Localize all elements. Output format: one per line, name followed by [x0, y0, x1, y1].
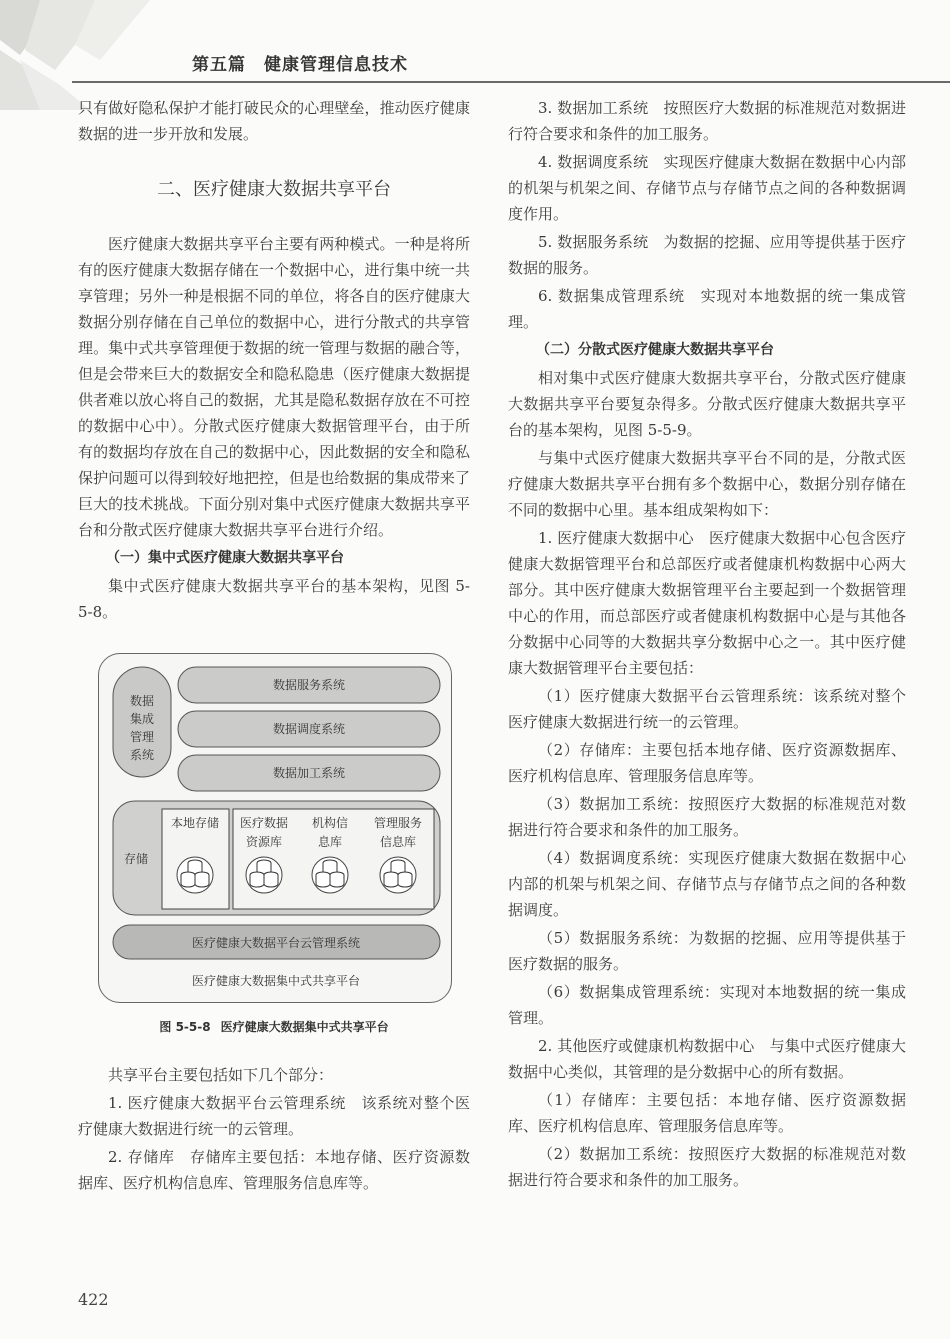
- paragraph: 相对集中式医疗健康大数据共享平台，分散式医疗健康大数据共享平台要复杂得多。分散式医疗健康大数据共享平台的基本架构，见图 5-5-9。: [508, 369, 906, 439]
- inst-db-label-2: 息库: [317, 835, 343, 849]
- paragraph: （2）数据加工系统：按照医疗大数据的标准规范对数据进行符合要求和条件的加工服务。: [508, 1145, 906, 1189]
- right-column: [508, 95, 906, 1195]
- figure-number: 图 5-5-8: [159, 1020, 211, 1034]
- running-header: 第五篇 健康管理信息技术: [192, 55, 408, 75]
- left-column: [78, 95, 470, 1198]
- paragraph: 共享平台主要包括如下几个部分：: [108, 1066, 334, 1084]
- paragraph: 4. 数据调度系统 实现医疗健康大数据在数据中心内部的机架与机架之间、存储节点与存储节点之间的各种数据调度作用。: [508, 153, 906, 223]
- paragraph: （2）存储库：主要包括本地存储、医疗资源数据库、医疗机构信息库、管理服务信息库等。: [508, 741, 906, 785]
- paragraph: 集中式医疗健康大数据共享平台的基本架构，见图 5-5-8。: [78, 577, 470, 621]
- section-heading: 二、医疗健康大数据共享平台: [157, 179, 391, 200]
- paragraph: 医疗健康大数据共享平台主要有两种模式。一种是将所有的医疗健康大数据存储在一个数据中心，进行集中统一共享管理；另外一种是根据不同的单位，将各自的医疗健康大数据分别存储在自己单位的数据中心，进行分散式的共享管理。集中式共享管理便于数据的统一管理与数据的融合等，但是会带来巨大的数据安全和隐私隐患（医疗健康大数据提供者难以放心将自己的数据，尤其是隐私数据存放在不可控的数据中心中）。分散式医疗健康大数据管理平台，由于所有的数据均存放在自己的数据中心，因此数据的安全和隐私保护问题可以得到较好地把控，但是也给数据的集成带来了巨大的技术挑战。下面分别对集中式医疗健康大数据共享平台和分散式医疗健康大数据共享平台进行介绍。: [78, 235, 470, 539]
- corner-decoration: [0, 0, 200, 110]
- paragraph: （3）数据加工系统：按照医疗大数据的标准规范对数据进行符合要求和条件的加工服务。: [508, 795, 906, 839]
- architecture-figure: [78, 653, 470, 1008]
- subsection-heading: （一）集中式医疗健康大数据共享平台: [106, 550, 344, 566]
- paragraph: （4）数据调度系统：实现医疗健康大数据在数据中心内部的机架与机架之间、存储节点与存储节点之间的各种数据调度。: [508, 849, 906, 919]
- local-storage-label: 本地存储: [170, 816, 220, 830]
- page-number: 422: [78, 1290, 109, 1309]
- paragraph: 5. 数据服务系统 为数据的挖掘、应用等提供基于医疗数据的服务。: [508, 233, 906, 277]
- service-system-label: 数据服务系统: [272, 678, 346, 692]
- paragraph: （6）数据集成管理系统：实现对本地数据的统一集成管理。: [508, 983, 906, 1027]
- paragraph: 1. 医疗健康大数据中心 医疗健康大数据中心包含医疗健康大数据管理平台和总部医疗或者健康机构数据中心两大部分。其中医疗健康大数据管理平台主要起到一个数据管理中心的作用，而总部医疗或者健康机构数据中心是与其他各分数据中心同等的大数据共享分数据中心之一。其中医疗健康大数据管理平台主要包括：: [508, 529, 906, 677]
- cloud-mgmt-label: 医疗健康大数据平台云管理系统: [191, 936, 361, 950]
- svc-db-label-1: 管理服务: [373, 816, 423, 830]
- paragraph: 只有做好隐私保护才能打破民众的心理壁垒，推动医疗健康数据的进一步开放和发展。: [78, 99, 470, 143]
- svc-db-label-2: 信息库: [379, 835, 417, 849]
- med-db-label-2: 资源库: [245, 835, 283, 849]
- mgmt-label-1: 数据: [129, 694, 155, 708]
- process-system-label: 数据加工系统: [272, 766, 346, 780]
- header-rule: [72, 81, 950, 83]
- architecture-diagram: [78, 653, 470, 1008]
- mgmt-label-2: 集成: [129, 712, 155, 726]
- mgmt-label-3: 管理: [129, 730, 155, 744]
- platform-label: 医疗健康大数据集中式共享平台: [191, 974, 361, 988]
- paragraph: 2. 存储库 存储库主要包括：本地存储、医疗资源数据库、医疗机构信息库、管理服务信息库等。: [78, 1148, 470, 1192]
- figure-caption: [78, 1014, 470, 1040]
- schedule-system-label: 数据调度系统: [272, 722, 346, 736]
- paragraph: 3. 数据加工系统 按照医疗大数据的标准规范对数据进行符合要求和条件的加工服务。: [508, 99, 906, 143]
- paragraph: 6. 数据集成管理系统 实现对本地数据的统一集成管理。: [508, 287, 906, 331]
- storage-label: 存储: [123, 852, 149, 866]
- inst-db-label-1: 机构信: [311, 816, 349, 830]
- paragraph: （1）医疗健康大数据平台云管理系统：该系统对整个医疗健康大数据进行统一的云管理。: [508, 687, 906, 731]
- paragraph: 2. 其他医疗或健康机构数据中心 与集中式医疗健康大数据中心类似，其管理的是分数据中心的所有数据。: [508, 1037, 906, 1081]
- figure-caption-text: 医疗健康大数据集中式共享平台: [220, 1020, 389, 1034]
- subsection-heading: （二）分散式医疗健康大数据共享平台: [536, 342, 774, 358]
- paragraph: 与集中式医疗健康大数据共享平台不同的是，分散式医疗健康大数据共享平台拥有多个数据中心，数据分别存储在不同的数据中心里。基本组成架构如下：: [508, 449, 906, 519]
- paragraph: （1）存储库：主要包括：本地存储、医疗资源数据库、医疗机构信息库、管理服务信息库等。: [508, 1091, 906, 1135]
- paragraph: （5）数据服务系统：为数据的挖掘、应用等提供基于医疗数据的服务。: [508, 929, 906, 973]
- mgmt-label-4: 系统: [129, 748, 155, 762]
- med-db-label-1: 医疗数据: [239, 816, 289, 830]
- paragraph: 1. 医疗健康大数据平台云管理系统 该系统对整个医疗健康大数据进行统一的云管理。: [78, 1094, 470, 1138]
